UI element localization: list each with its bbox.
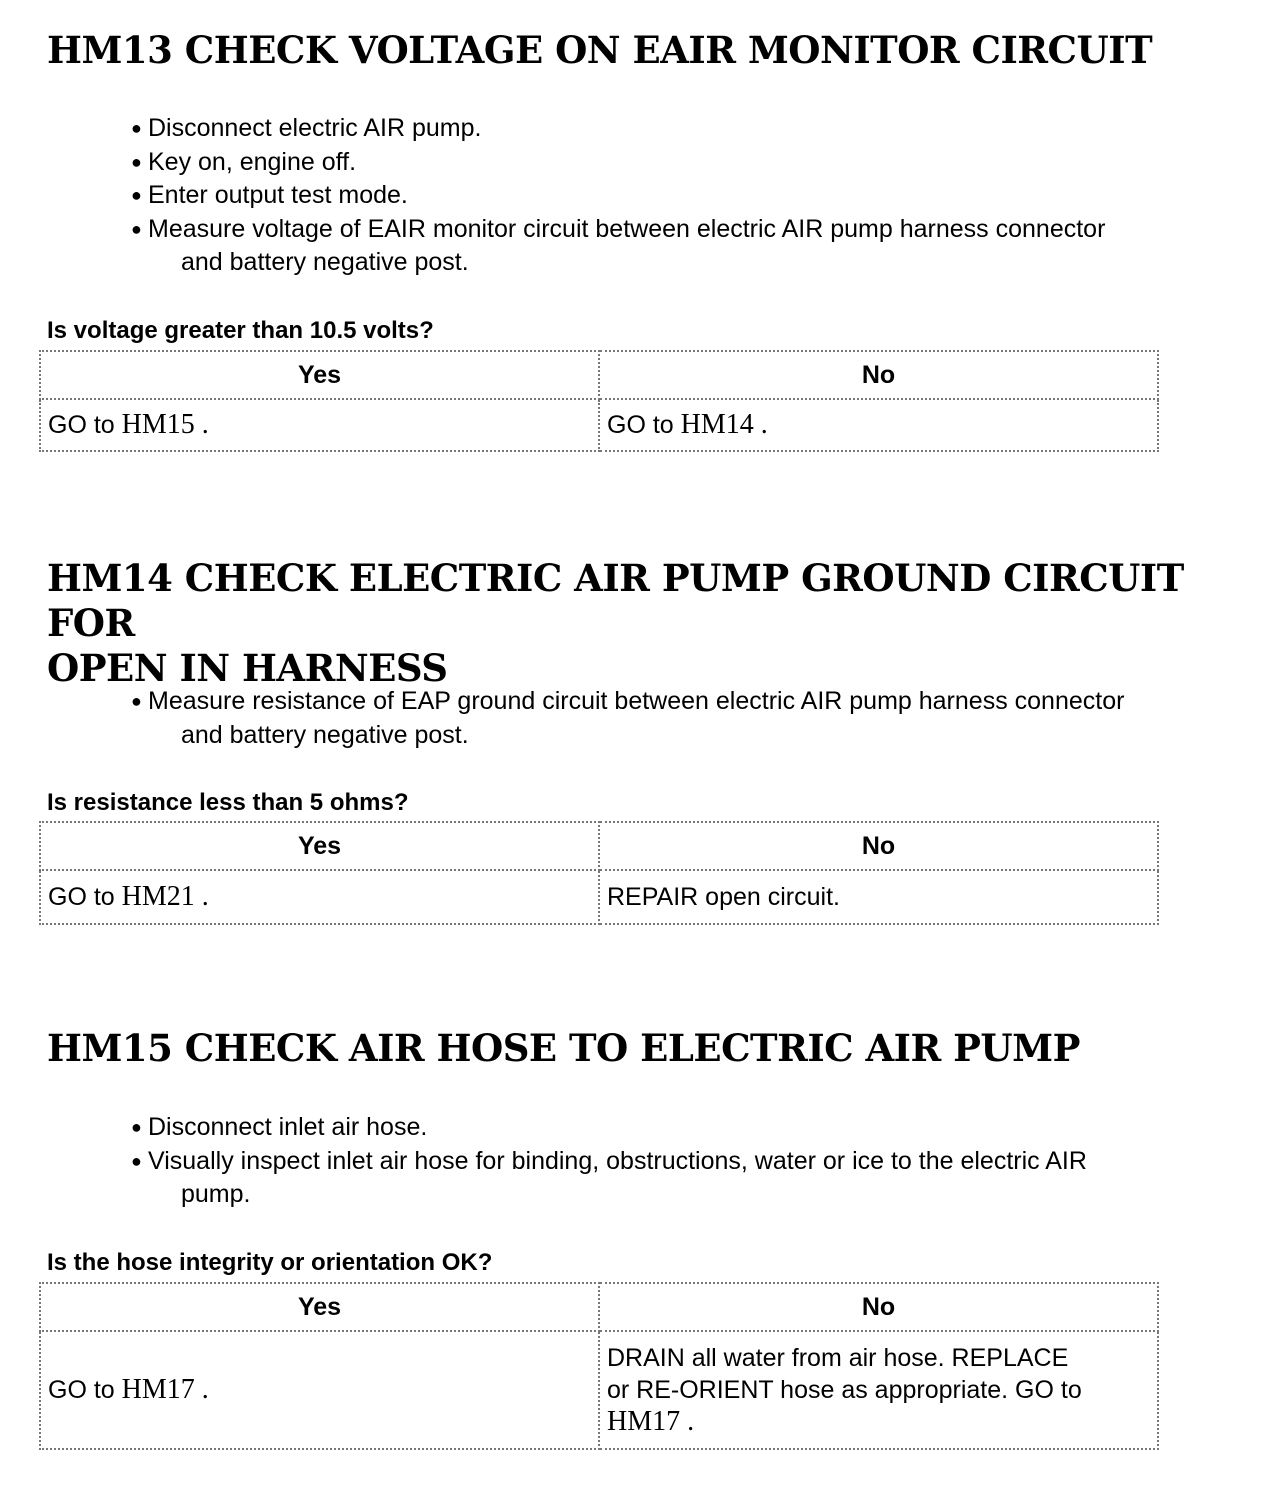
goto-link-hm17[interactable]: HM17 [121,1374,195,1405]
section-title: HM13 CHECK VOLTAGE ON EAIR MONITOR CIRCUIT [47,28,1153,72]
answer-table [39,1282,1159,1450]
bullet-icon: ● [131,185,142,206]
yes-header: Yes [40,1283,599,1331]
no-cell: REPAIR open circuit. [599,870,1158,924]
bullet-icon: ● [131,1117,142,1137]
bullet-icon: ● [131,218,142,239]
step-item: ● Key on, engine off. [131,146,1105,180]
bullet-icon: ● [131,151,142,172]
step-item: ● Measure voltage of EAIR monitor circuit between electric AIR pump harness connector and battery negative post. [131,214,1106,277]
no-cell: DRAIN all water from air hose. REPLACE or RE-ORIENT hose as appropriate. GO to HM17 . [599,1331,1158,1449]
answer-table [39,350,1159,452]
step-list [131,685,1124,752]
bullet-icon: ● [131,118,142,138]
no-header: No [599,351,1158,399]
yes-cell: GO to HM15 . [40,399,599,451]
section-title: HM15 CHECK AIR HOSE TO ELECTRIC AIR PUMP [47,1026,1080,1070]
question: Is resistance less than 5 ohms? [47,789,409,816]
bullet-icon: ● [131,1150,142,1171]
step-item: ● Measure resistance of EAP ground circuit between electric AIR pump harness connector and battery negative post. [131,687,1125,749]
goto-link-hm21[interactable]: HM21 [121,881,195,912]
goto-link-hm15[interactable]: HM15 [121,409,195,440]
yes-header: Yes [40,351,599,399]
no-cell: GO to HM14 . [599,399,1158,451]
step-item: ● Enter output test mode. [131,179,1105,213]
section-title: HM14 CHECK ELECTRIC AIR PUMP GROUND CIRCUIT FOR OPEN IN HARNESS [47,556,1184,690]
yes-cell: GO to HM21 . [40,870,599,924]
question: Is the hose integrity or orientation OK? [47,1249,493,1276]
step-item: ● Visually inspect inlet air hose for binding, obstructions, water or ice to the electric AIR pump. [131,1146,1087,1209]
step-item: ● Disconnect inlet air hose. [131,1111,1087,1145]
no-header: No [599,1283,1158,1331]
step-list [131,112,1105,280]
question: Is voltage greater than 10.5 volts? [47,317,434,344]
answer-table [39,821,1159,925]
step-item: ● Disconnect electric AIR pump. [131,112,1105,146]
goto-link-hm14[interactable]: HM14 [680,409,754,440]
bullet-icon: ● [131,691,142,711]
no-header: No [599,822,1158,870]
step-list [131,1111,1087,1212]
goto-link-hm17[interactable]: HM17 [607,1406,681,1437]
yes-cell: GO to HM17 . [40,1331,599,1449]
yes-header: Yes [40,822,599,870]
